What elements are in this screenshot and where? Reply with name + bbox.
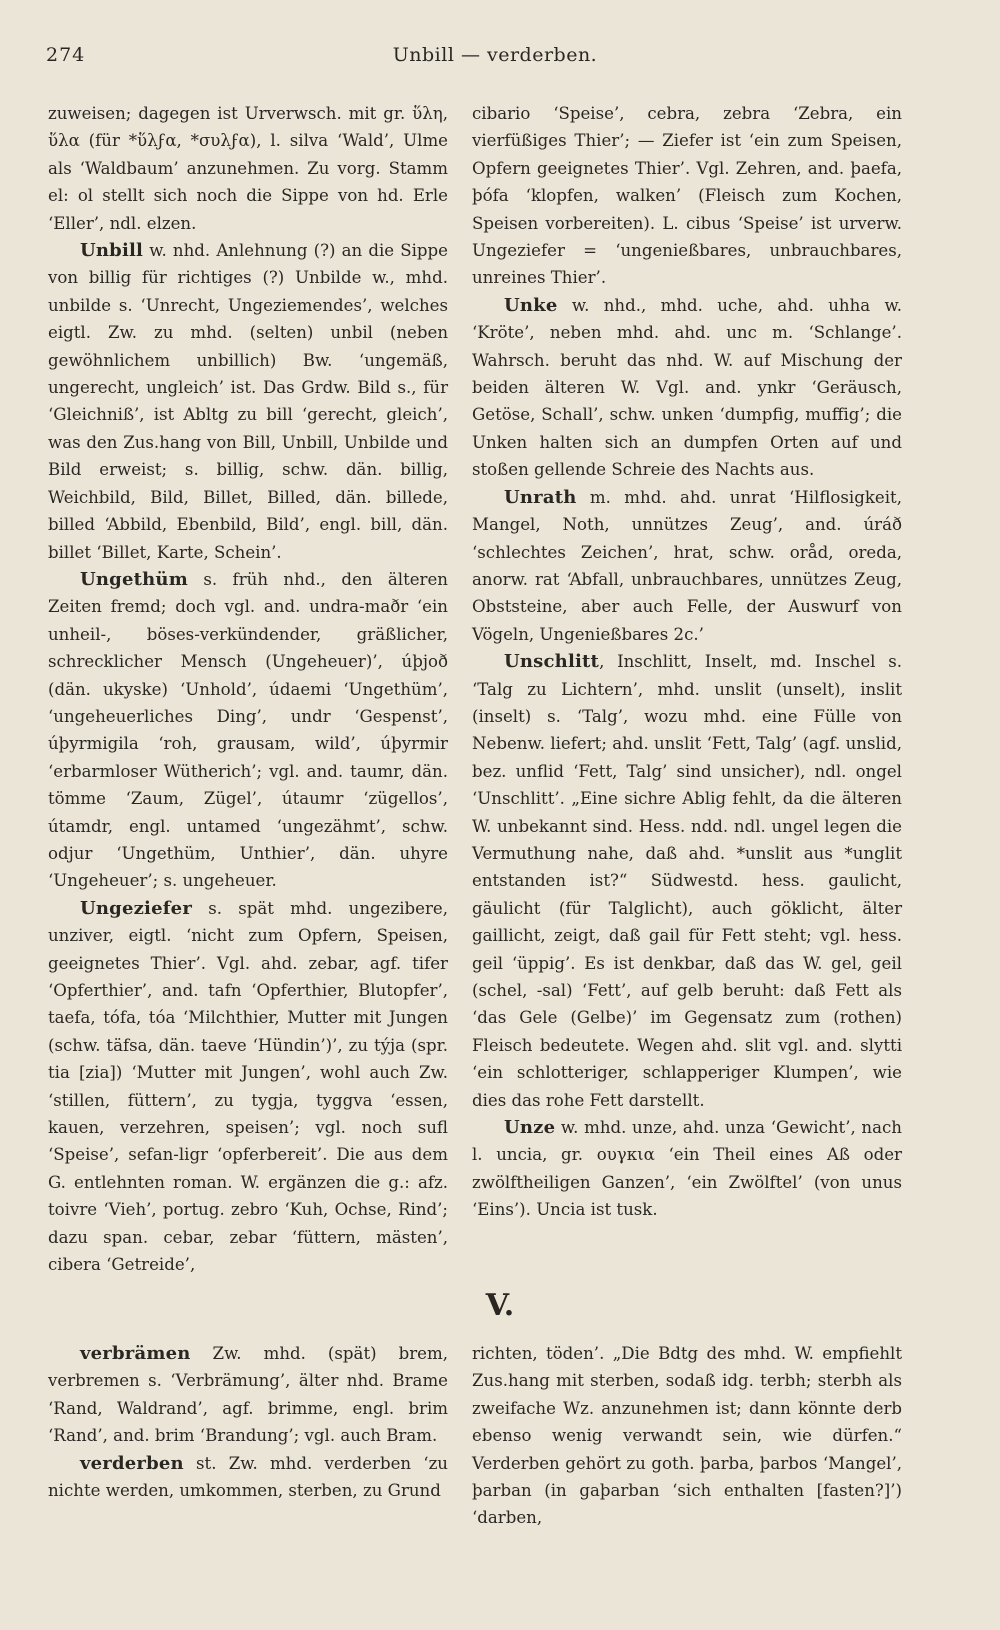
- dictionary-entry: [48, 1340, 448, 1450]
- dictionary-entry: [48, 237, 448, 566]
- section-letter: V.: [485, 1288, 515, 1323]
- entry-continuation: zuweisen; dagegen ist Urverwsch. mit gr. ὕλη, ὕλα (für *ὕλϝα, *συλϝα), l. silva ‘Wald’, Ulme als ‘Waldbaum’ anzunehmen. Zu vorg. Stamm el: ol stellt sich noch die Sippe von hd. Erle ‘Eller’, ndl. elzen.: [48, 104, 448, 233]
- dictionary-entry: [472, 292, 902, 484]
- entry-continuation: richten, töden’. „Die Bdtg des mhd. W. empfiehlt Zus.hang mit sterben, sodaß idg. terbh; sterbh als zweifache Wz. anzunehmen ist; dann könnte derb ebenso wenig verwandt sein, wie dürfen.“ Verderben gehört zu goth. þarba, þarbos ‘Mangel’, þarban (in gaþarban ‘sich enthalten [fasten?]’) ‘darben,: [472, 1344, 902, 1528]
- running-head: Unbill — verderben.: [392, 44, 598, 66]
- entry-text: s. spät mhd. ungezibere, unziver, eigtl. ‘nicht zum Opfern, Speisen, geeignetes Thier’. Vgl. ahd. zebar, agf. tifer ‘Opferthier’, and. tafn ‘Opferthier, Blutopfer’, taefa, tófa, tóa ‘Milchthier, Mutter mit Jungen (schw. täfsa, dän. taeve ‘Hündin’)’, zu týja (spr. tia [zia]) ‘Mutter mit Jungen’, wohl auch Zw. ‘stillen, füttern’, zu tygja, tyggva ‘essen, kauen, verzehren, speisen’; vgl. noch sufl ‘Speise’, sefan-ligr ‘opferbereit’. Die aus dem G. entlehnten roman. W. ergänzen die g.: afz. toivre ‘Vieh’, portug. zebro ‘Kuh, Ochse, Rind’; dazu span. cebar, zebar ‘füttern, mästen’, cibera ‘Getreide’,: [48, 898, 448, 1275]
- entry-headword: Unschlitt: [504, 651, 600, 673]
- dictionary-entry: [472, 484, 902, 648]
- dictionary-entry: [48, 566, 448, 895]
- entry-headword: verderben: [80, 1452, 184, 1474]
- entry-text: , Inschlitt, Inselt, md. Inschel s. ‘Talg zu Lichtern’, mhd. unslit (unselt), inslit (inselt) s. ‘Talg’, wozu mhd. eine Fülle von Nebenw. liefert; ahd. unslit ‘Fett, Talg’ (agf. unslid, bez. unflid ‘Fett, Talg’ sind unsicher), ndl. ongel ‘Unschlitt’. „Eine sichre Ablig fehlt, da die älteren W. unbekannt sind. Hess. ndd. ndl. ungel legen die Vermuthung nahe, daß ahd. *unslit aus *unglit entstanden ist?“ Südwestd. hess. gaulicht, gäulicht (für Talglicht), auch göklicht, älter gaillicht, zeigt, daß gail für Fett steht; vgl. hess. geil ‘üppig’. Es ist denkbar, daß das W. gel, geil (schel, -sal) ‘Fett’, auf gelb beruht: daß Fett als ‘das Gele (Gelbe)’ im Gegensatz zum (rothen) Fleisch bedeutete. Wegen ahd. slit vgl. and. slytti ‘ein schlotteriger, schlapperiger Klumpen’, wie dies das rohe Fett darstellt.: [472, 652, 902, 1110]
- dictionary-entry: [472, 1114, 902, 1224]
- entry-text: w. mhd. unze, ahd. unza ‘Gewicht’, nach l. uncia, gr. ουγκια ‘ein Theil eines Aß oder zwölftheiligen Ganzen’, ‘ein Zwölftel’ (von unus ‘Eins’). Uncia ist tusk.: [472, 1118, 902, 1220]
- page-number: 274: [46, 44, 86, 66]
- entry-text: w. nhd., mhd. uche, ahd. uhha w. ‘Kröte’, neben mhd. ahd. unc m. ‘Schlange’. Wahrsch. beruht das nhd. W. auf Mischung der beiden älteren W. Vgl. and. ynkr ‘Geräusch, Getöse, Schall’, schw. unken ‘dumpfig, muffig’; die Unken halten sich an dumpfen Orten auf und stoßen gellende Schreie des Nachts aus.: [472, 295, 902, 480]
- entry-text: st. Zw. mhd. verderben ‘zu nichte werden, umkommen, sterben, zu Grund: [48, 1453, 448, 1501]
- column-bottom-right: [472, 1340, 902, 1532]
- entry-headword: Unke: [504, 294, 558, 316]
- entry-text: Zw. mhd. (spät) brem, verbremen s. ‘Verbrämung’, älter nhd. Brame ‘Rand, Waldrand’, agf. brimme, engl. brim ‘Rand’, and. brim ‘Brandung’; vgl. auch Bram.: [48, 1344, 448, 1446]
- entry-headword: Ungeziefer: [80, 897, 193, 919]
- entry-text: s. früh nhd., den älteren Zeiten fremd; doch vgl. and. undra-maðr ‘ein unheil-, böses-verkündender, gräßlicher, schrecklicher Mensch (Ungeheuer)’, úþjoð (dän. ukyske) ‘Unhold’, údaemi ‘Ungethüm’, ‘ungeheuerliches Ding’, undr ‘Gespenst’, úþyrmigila ‘roh, grausam, wild’, úþyrmir ‘erbarmloser Wütherich’; vgl. and. taumr, dän. tömme ‘Zaum, Zügel’, útaumr ‘zügellos’, útamdr, engl. untamed ‘ungezähmt’, schw. odjur ‘Ungethüm, Unthier’, dän. uhyre ‘Ungeheuer’; s. ungeheuer.: [48, 569, 448, 891]
- entry-headword: Unze: [504, 1117, 556, 1139]
- column-top-right: [472, 100, 902, 1224]
- column-top-left: [48, 100, 448, 1278]
- dictionary-entry: [472, 648, 902, 1114]
- entry-headword: Unrath: [504, 486, 577, 508]
- entry-headword: verbrämen: [80, 1343, 191, 1364]
- dictionary-entry: [48, 895, 448, 1279]
- entry-text: w. nhd. Anlehnung (?) an die Sippe von billig für richtiges (?) Unbilde w., mhd. unbilde s. ‘Unrecht, Ungeziemendes’, welches eigtl. Zw. zu mhd. (selten) unbil (neben gewöhnlichem unbillich) Bw. ‘ungemäß, ungerecht, ungleich’ ist. Das Grdw. Bild s., für ‘Gleichniß’, ist Abltg zu bill ‘gerecht, gleich’, was den Zus.hang von Bill, Unbill, Unbilde und Bild erweist; s. billig, schw. dän. billig, Weichbild, Bild, Billet, Billed, dän. billede, billed ‘Abbild, Ebenbild, Bild’, engl. bill, dän. billet ‘Billet, Karte, Schein’.: [48, 241, 448, 562]
- dictionary-entry: [48, 1450, 448, 1505]
- entry-text: m. mhd. ahd. unrat ‘Hilflosigkeit, Mangel, Noth, unnützes Zeug’, and. úráð ‘schlechtes Zeichen’, hrat, schw. oråd, oreda, anorw. rat ‘Abfall, unbrauchbares, unnützes Zeug, Obststeine, aber auch Felle, der Auswurf von Vögeln, Ungenießbares 2c.’: [472, 487, 902, 644]
- entry-headword: Unbill: [80, 240, 144, 262]
- column-bottom-left: [48, 1340, 448, 1504]
- entry-headword: Ungethüm: [80, 568, 188, 590]
- page-header: [46, 44, 944, 74]
- entry-continuation: cibario ‘Speise’, cebra, zebra ‘Zebra, ein vierfüßiges Thier’; — Ziefer ist ‘ein zum Speisen, Opfern geeignetes Thier’. Vgl. Zehren, and. þaefa, þófa ‘klopfen, walken’ (Fleisch zum Kochen, Speisen vorbereiten). L. cibus ‘Speise’ ist urverw. Ungeziefer = ‘ungenießbares, unbrauchbares, unreines Thier’.: [472, 104, 902, 288]
